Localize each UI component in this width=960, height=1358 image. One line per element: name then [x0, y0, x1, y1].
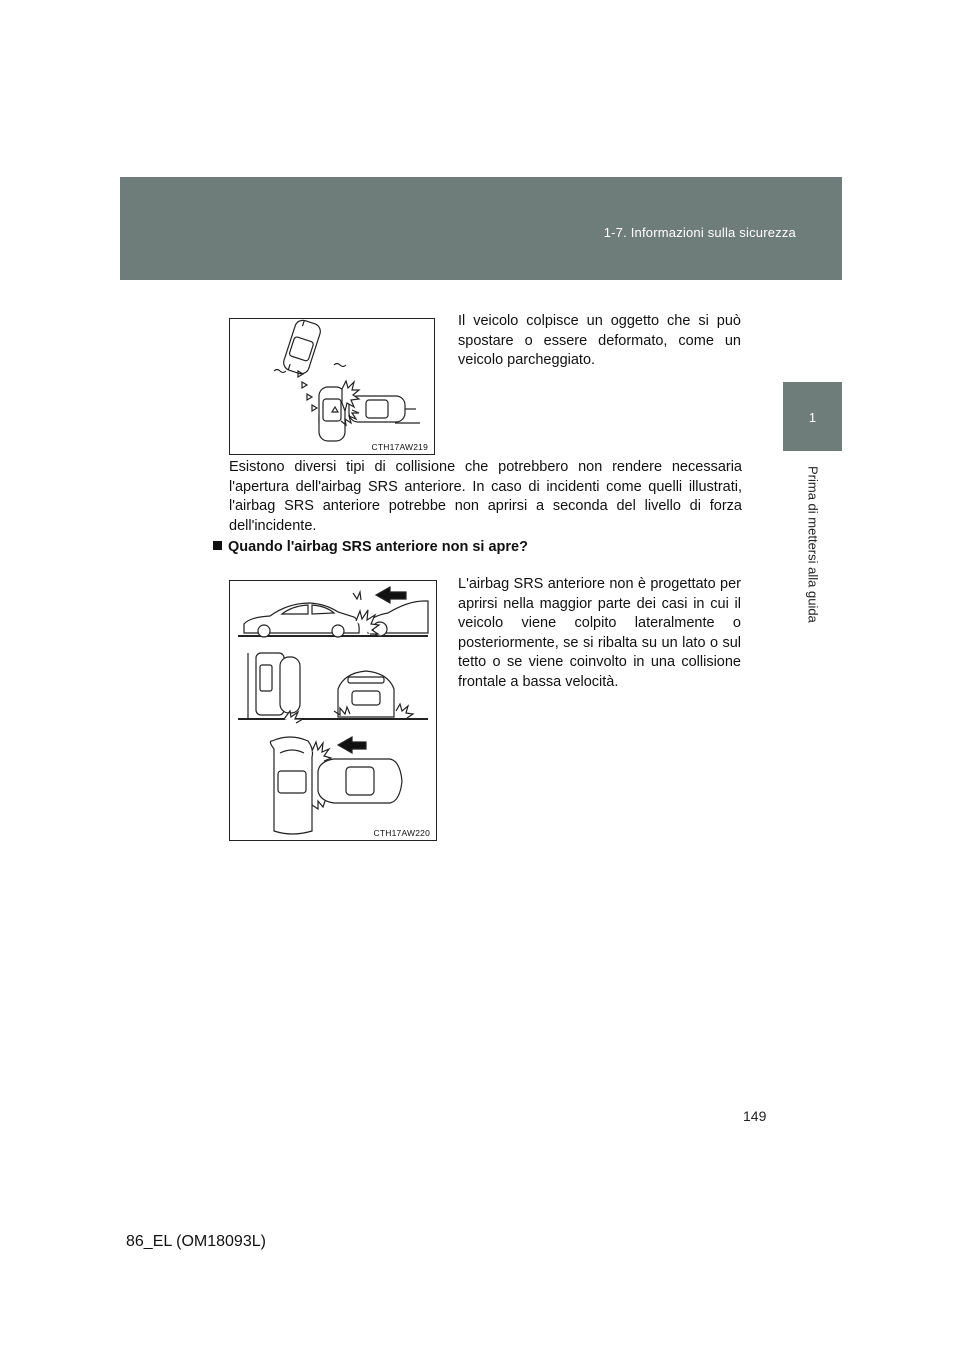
paragraph-collision-types: Esistono diversi tipi di collisione che potrebbero non rendere necessaria l'apertura dell'airbag SRS anteriore. In caso di incidenti come quelli illustrati, l'airbag SRS anteriore potrebbe non aprirsi a seconda del livello di forza dell'incidente. [229, 459, 742, 534]
figure-code: CTH17AW220 [373, 828, 430, 838]
chapter-label [802, 466, 824, 646]
collision-illustration-no-deploy [229, 580, 437, 841]
paragraph-no-deploy: L'airbag SRS anteriore non è progettato per aprirsi nella maggior parte dei casi in cui il veicolo viene colpito lateralmente o posteriormente, se si ribalta su un lato o sul tetto o se viene coinvolto in una collisione frontale a bassa velocità. [458, 576, 741, 690]
figure-code: CTH17AW219 [371, 442, 428, 452]
chapter-number: 1 [808, 410, 817, 425]
collision-illustration-parked-vehicle [229, 318, 435, 455]
chapter-label-text: Prima di mettersi alla guida [805, 466, 821, 623]
section-header-band [120, 177, 842, 280]
bullet-square-icon [213, 541, 222, 550]
subheading-text: Quando l'airbag SRS anteriore non si apre? [228, 539, 528, 555]
subheading [213, 539, 528, 555]
document-code: 86_EL (OM18093L) [126, 1233, 266, 1250]
section-title: 1-7. Informazioni sulla sicurezza [603, 225, 796, 240]
collision-drawing-1 [230, 319, 434, 454]
paragraph-parked-vehicle: Il veicolo colpisce un oggetto che si può spostare o essere deformato, come un veicolo parcheggiato. [458, 313, 741, 368]
page-number: 149 [743, 1108, 767, 1124]
collision-drawing-2 [230, 581, 436, 840]
chapter-tab [783, 382, 842, 451]
